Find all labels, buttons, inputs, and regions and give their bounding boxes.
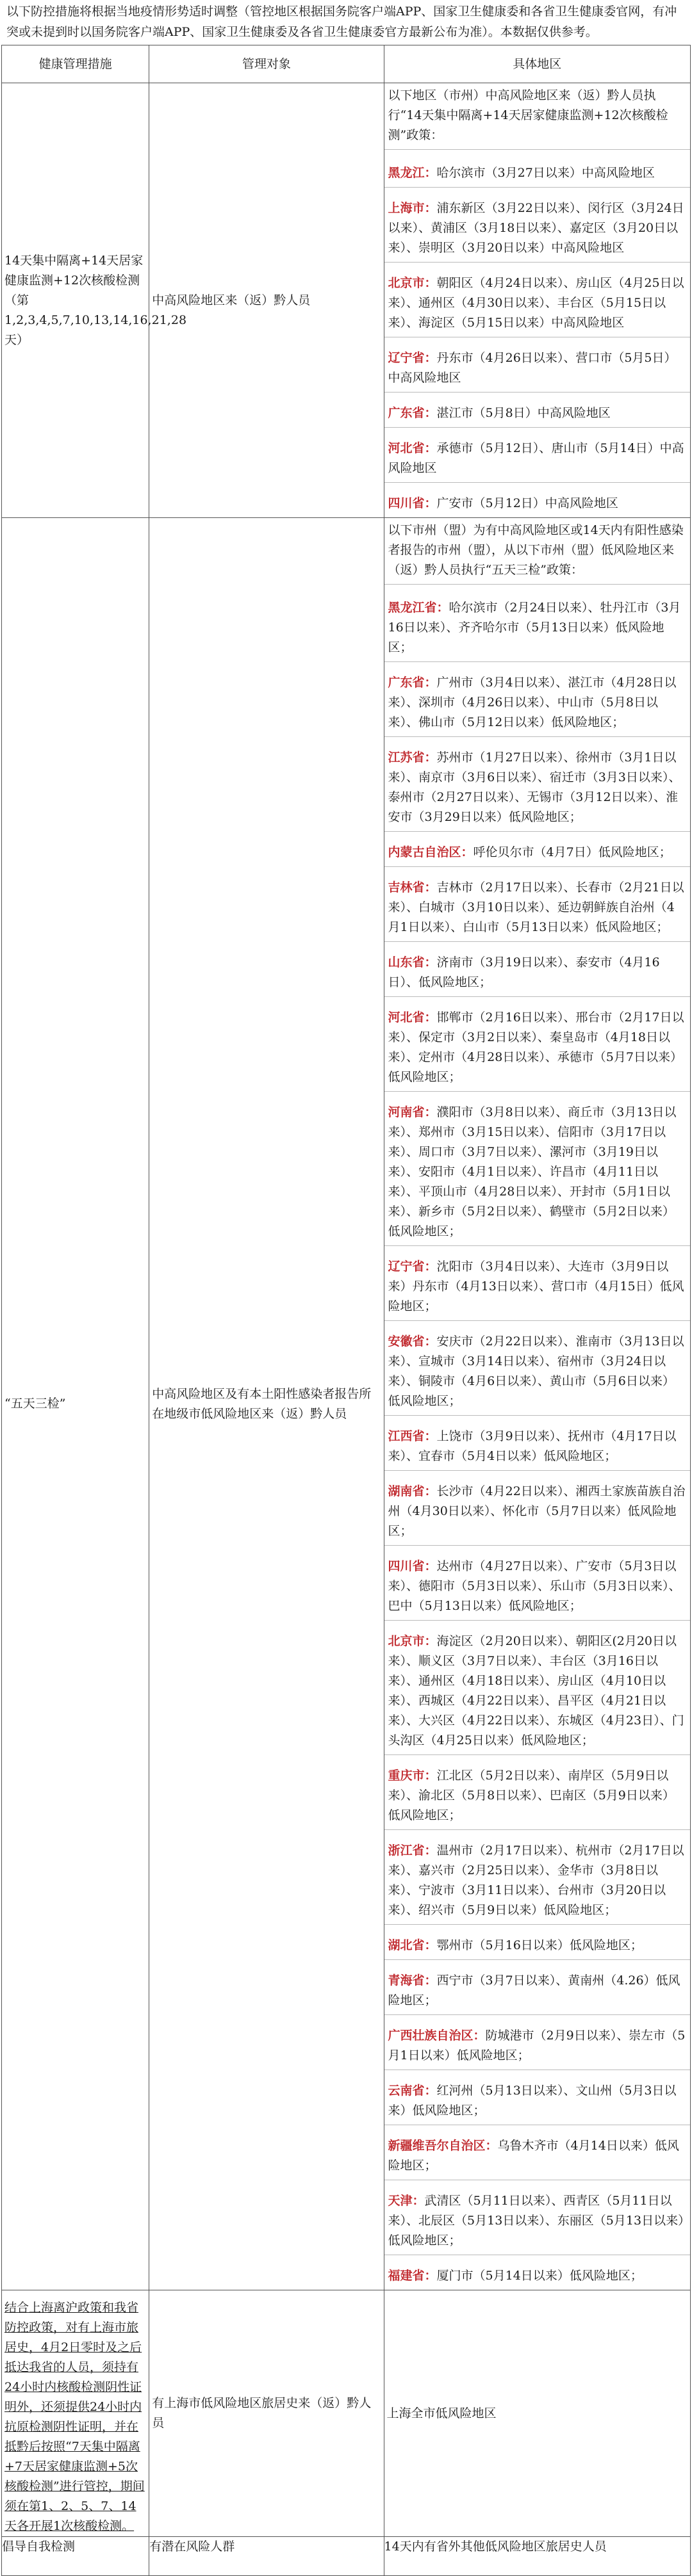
region-entry (384, 1839, 690, 1925)
region-detail: 丹东市（4月26日以来）、营口市（5月5日）中高风险地区 (388, 351, 677, 385)
region-province: 北京市： (388, 276, 437, 290)
table-row (2, 2290, 691, 2537)
region-detail: 广安市（5月12日）中高风险地区 (436, 496, 618, 510)
region-detail: 温州市（2月17日以来）、杭州市（2月17日以来）、嘉兴市（2月25日以来）、金华市（3月8日以来）、宁波市（3月11日以来）、台州市（3月20日以来）、绍兴市（5月9日以来）低风险地区； (388, 1843, 684, 1917)
region-detail: 乌鲁木齐市（4月14日以来）低风险地区； (388, 2139, 679, 2173)
region-entry (384, 1101, 690, 1246)
region-detail: 邯郸市（2月16日以来）、邢台市（2月17日以来）、保定市（3月2日以来）、秦皇岛市（4月18日以来）、定州市（4月28日以来）、承德市（5月7日以来）低风险地区； (388, 1010, 684, 1084)
region-province: 河北省： (388, 1010, 437, 1025)
region-entry (384, 1006, 690, 1092)
region-entry (384, 2024, 690, 2070)
region-detail: 厦门市（5月14日以来）低风险地区； (436, 2269, 643, 2283)
region-province: 广东省： (388, 676, 437, 690)
row2-target: 中高风险地区及有本土阳性感染者报告所在地级市低风险地区来（返）黔人员 (149, 518, 384, 2290)
row3-area: 上海全市低风险地区 (384, 2290, 690, 2537)
table-row (2, 2537, 691, 2576)
region-province: 辽宁省： (388, 1260, 437, 1274)
region-province: 北京市： (388, 1634, 437, 1648)
row4-measure: 倡导自我检测 (2, 2537, 149, 2576)
region-detail: 承德市（5月12日）、唐山市（5月14日）中高风险地区 (388, 441, 684, 475)
region-province: 湖南省： (388, 1484, 437, 1498)
region-detail: 西宁市（3月7日以来）、黄南州（4.26）低风险地区； (388, 1973, 680, 2007)
region-detail: 海淀区（2月20日以来）、朝阳区(2月20日以来）、顺义区（3月7日以来）、丰台区（3月16日以来）、通州区（4月18日以来）、房山区（4月10日以来）、西城区（4月22日以来）、昌平区（4月21日以来）、大兴区（4月22日以来）、东城区（4月23日）、门头沟区（4月25日以来）低风险地区； (388, 1634, 684, 1747)
region-entry (384, 2264, 690, 2290)
table-row (2, 83, 691, 518)
region-entry (384, 437, 690, 483)
region-entry (384, 197, 690, 263)
region-detail: 安庆市（2月22日以来）、淮南市（3月13日以来）、宣城市（3月14日以来）、宿州市（3月24日以来）、铜陵市（4月6日以来）、黄山市（5月6日以来）低风险地区； (388, 1334, 684, 1408)
region-detail: 哈尔滨市（2月24日以来）、牡丹江市（3月16日以来）、齐齐哈尔市（5月13日以来）低风险地区； (388, 601, 681, 654)
region-detail: 鄂州市（5月16日以来）低风险地区； (436, 1938, 643, 1952)
region-detail: 朝阳区（4月24日以来）、房山区（4月25日以来）、通州区（4月30日以来）、丰台区（5月15日以来）、海淀区（5月15日以来）中高风险地区 (388, 276, 684, 330)
region-province: 吉林省： (388, 880, 437, 895)
row4-target: 有潜在风险人群 (149, 2537, 384, 2576)
row2-measure: “五天三检” (2, 518, 149, 2290)
region-province: 山东省： (388, 955, 437, 969)
region-entry (384, 1330, 690, 1416)
region-province: 辽宁省： (388, 351, 437, 365)
region-entry (384, 346, 690, 393)
region-entry (384, 841, 690, 867)
notice-text: 以下防控措施将根据当地疫情形势适时调整（管控地区根据国务院客户端APP、国家卫生健康委和各省卫生健康委官网，有冲突或未提到时以国务院客户端APP、国家卫生健康委及各省卫生健康委官方最新公布为准）。本数据仅供参考。 (6, 4, 677, 39)
region-entry (384, 1425, 690, 1471)
region-province: 江西省： (388, 1429, 437, 1443)
region-detail: 苏州市（1月27日以来）、徐州市（3月1日以来）、南京市（3月6日以来）、宿迁市（3月3日以来）、泰州市（2月27日以来）、无锡市（3月12日以来）、淮安市（3月29日以来）低风险地区； (388, 750, 681, 824)
region-province: 上海市： (388, 201, 437, 215)
region-entry (384, 1480, 690, 1546)
region-province: 黑龙江省： (388, 601, 449, 615)
row2-regions (384, 518, 690, 2290)
region-entry (384, 746, 690, 832)
region-detail: 江北区（5月2日以来）、南岸区（5月9日以来）、渝北区（5月8日以来）、巴南区（5月9日以来）低风险地区； (388, 1769, 675, 1822)
region-province: 河南省： (388, 1105, 437, 1119)
region-detail: 济南市（3月19日以来）、泰安市（4月16日）、低风险地区； (388, 955, 660, 989)
region-entry (384, 271, 690, 337)
header-target: 管理对象 (149, 45, 384, 83)
region-detail: 广州市（3月4日以来）、湛江市（4月28日以来）、深圳市（4月26日以来）、中山市（5月8日以来）、佛山市（5月12日以来）低风险地区； (388, 676, 677, 729)
region-detail: 武清区（5月11日以来）、西青区（5月11日以来）、北辰区（5月13日以来）、东丽区（5月13日以来）低风险地区； (388, 2194, 684, 2248)
region-province: 江苏省： (388, 750, 437, 765)
region-entry (384, 401, 690, 428)
region-detail: 吉林市（2月17日以来）、长春市（2月21日以来）、白城市（3月10日以来）、延边朝鲜族自治州（4月1日以来）、白山市（5月13日以来）低风险地区； (388, 880, 684, 934)
region-detail: 呼伦贝尔市（4月7日）低风险地区； (473, 845, 671, 859)
region-detail: 濮阳市（3月8日以来）、商丘市（3月13日以来）、郑州市（3月15日以来）、信阳市（3月17日以来）、周口市（3月7日以来）、漯河市（3月19日以来）、安阳市（4月1日以来）、许昌市（4月11日以来）、平顶山市（4月28日以来）、开封市（5月1日以来）、新乡市（5月2日以来）、鹤壁市（5月2日以来）低风险地区； (388, 1105, 677, 1238)
row1-measure: 14天集中隔离+14天居家健康监测+12次核酸检测（第1,2,3,4,5,7,10,13,14,16,21,28天） (2, 83, 149, 518)
region-entry (384, 2079, 690, 2125)
row4-area: 14天内有省外其他低风险地区旅居史人员 (384, 2537, 690, 2576)
region-entry (384, 492, 690, 517)
region-entry (384, 671, 690, 737)
region-province: 河北省： (388, 441, 437, 455)
row2-region-list (384, 596, 690, 2290)
row1-intro: 以下地区（市州）中高风险地区来（返）黔人员执行“14天集中隔离+14天居家健康监测+12次核酸检测”政策： (384, 83, 690, 150)
region-province: 广西壮族自治区： (388, 2029, 486, 2043)
row2-intro: 以下市州（盟）为有中高风险地区或14天内有阳性感染者报告的市州（盟），从以下市州（盟）低风险地区来（返）黔人员执行“五天三检”政策： (384, 518, 690, 585)
region-entry (384, 1969, 690, 2015)
region-detail: 哈尔滨市（3月27日以来）中高风险地区 (436, 166, 655, 180)
region-province: 福建省： (388, 2269, 437, 2283)
region-entry (384, 951, 690, 997)
region-province: 四川省： (388, 496, 437, 510)
region-detail: 湛江市（5月8日）中高风险地区 (436, 406, 611, 420)
region-entry (384, 596, 690, 662)
region-entry (384, 876, 690, 942)
region-detail: 长沙市（4月22日以来）、湘西土家族苗族自治州（4月30日以来）、怀化市（5月7日以来）低风险地区； (388, 1484, 686, 1538)
table-row (2, 518, 691, 2290)
region-entry (384, 1934, 690, 1960)
region-province: 四川省： (388, 1559, 437, 1573)
measures-table (1, 45, 691, 2576)
region-detail: 达州市（4月27日以来）、广安市（5月3日以来）、德阳市（5月3日以来）、乐山市（5月3日以来）、巴中（5月13日以来）低风险地区； (388, 1559, 681, 1613)
region-province: 浙江省： (388, 1843, 437, 1858)
region-detail: 浦东新区（3月22日以来）、闵行区（3月24日以来）、黄浦区（3月18日以来）、嘉定区（3月20日以来）、崇明区（3月20日以来）中高风险地区 (388, 201, 684, 255)
region-province: 湖北省： (388, 1938, 437, 1952)
region-entry (384, 1255, 690, 1321)
row1-regions (384, 83, 690, 518)
row3-measure: 结合上海离沪政策和我省防控政策，对有上海市旅居史，4月2日零时及之后抵达我省的人员，须持有24小时内核酸检测阴性证明外，还须提供24小时内抗原检测阴性证明，并在抵黔后按照“7天集中隔离+7天居家健康监测+5次核酸检测”进行管控，期间须在第1、2、5、7、14天各开展1次核酸检测。 (2, 2290, 149, 2537)
region-entry (384, 1630, 690, 1755)
region-entry (384, 161, 690, 188)
header-measure: 健康管理措施 (2, 45, 149, 83)
region-province: 安徽省： (388, 1334, 437, 1349)
row3-target: 有上海市低风险地区旅居史来（返）黔人员 (149, 2290, 384, 2537)
region-entry (384, 2134, 690, 2180)
region-entry (384, 1555, 690, 1621)
row1-target: 中高风险地区来（返）黔人员 (149, 83, 384, 518)
region-detail: 红河州（5月13日以来）、文山州（5月3日以来）低风险地区； (388, 2084, 677, 2118)
region-province: 新疆维吾尔自治区： (388, 2139, 498, 2153)
row1-region-list (384, 161, 690, 517)
region-province: 天津： (388, 2194, 425, 2208)
table-header-row (2, 45, 691, 83)
region-entry (384, 2189, 690, 2255)
region-province: 内蒙古自治区： (388, 845, 474, 859)
region-province: 云南省： (388, 2084, 437, 2098)
region-province: 广东省： (388, 406, 437, 420)
region-province: 重庆市： (388, 1769, 437, 1783)
header-area: 具体地区 (384, 45, 690, 83)
region-detail: 上饶市（3月9日以来）、抚州市（4月17日以来）、宜春市（5月4日以来）低风险地区； (388, 1429, 677, 1463)
region-entry (384, 1764, 690, 1830)
region-province: 青海省： (388, 1973, 437, 1988)
region-detail: 沈阳市（3月4日以来）、大连市（3月9日以来）丹东市（4月13日以来）、营口市（4月15日）低风险地区； (388, 1260, 684, 1313)
region-province: 黑龙江： (388, 166, 437, 180)
region-detail: 防城港市（2月9日以来）、崇左市（5月1日以来）低风险地区； (388, 2029, 686, 2062)
